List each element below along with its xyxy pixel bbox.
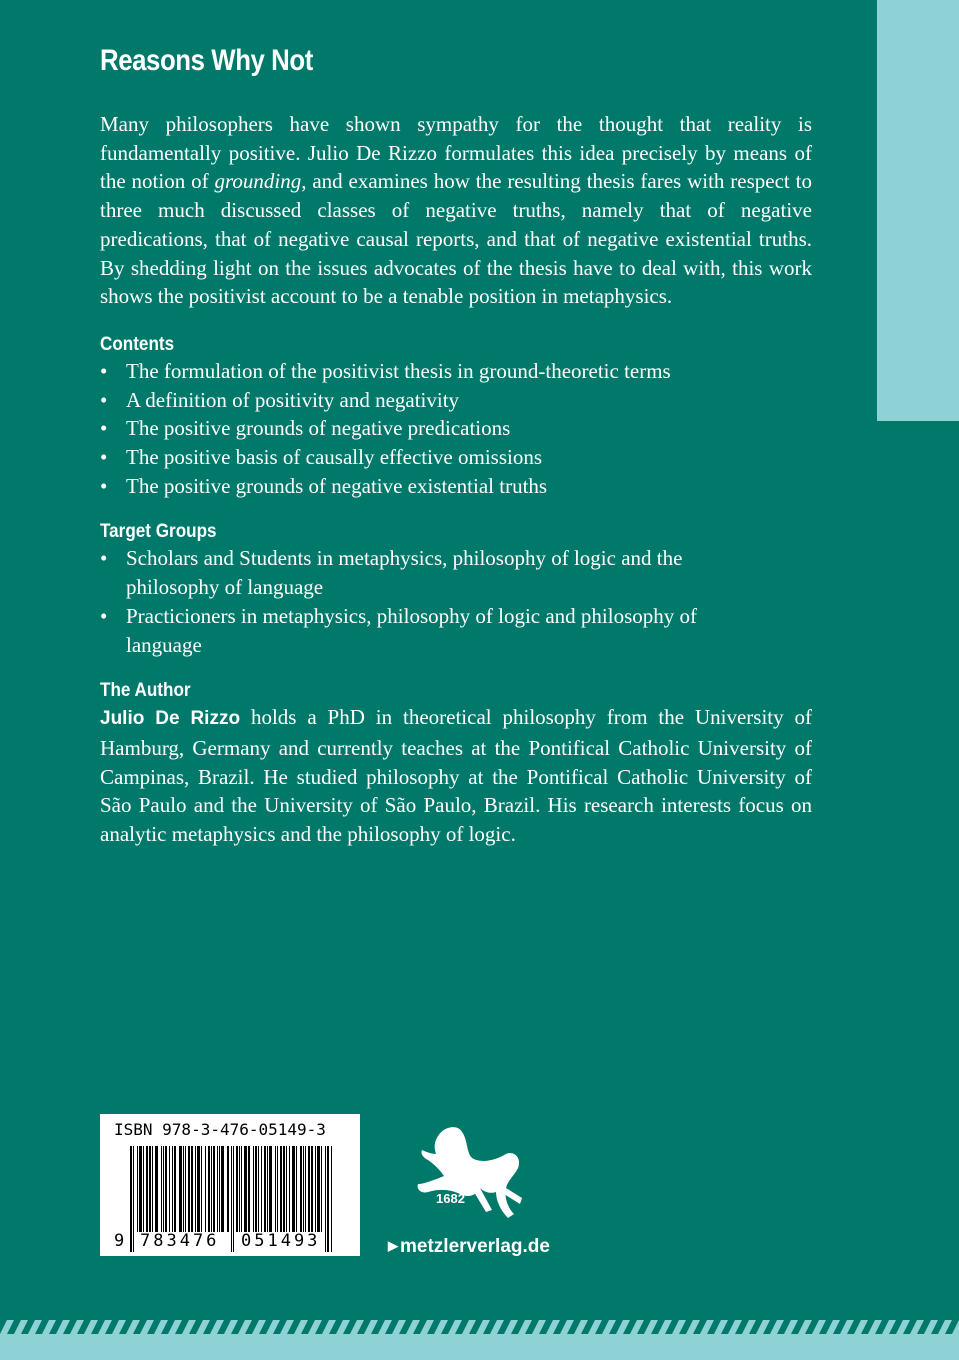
zigzag-segment [560, 1320, 574, 1334]
target-groups-heading: Target Groups [100, 521, 217, 543]
barcode-bar [264, 1146, 266, 1232]
barcode-bar [275, 1146, 276, 1232]
bullet-icon: • [100, 387, 108, 412]
target-groups-list [100, 544, 812, 659]
bullet-icon: • [100, 473, 108, 498]
zigzag-segment [224, 1320, 238, 1334]
zigzag-segment [840, 1320, 854, 1334]
list-item: • The positive basis of causally effective omissions [100, 443, 812, 472]
zigzag-segment [826, 1320, 840, 1334]
zigzag-segment [336, 1320, 350, 1334]
zigzag-segment [490, 1320, 504, 1334]
zigzag-segment [238, 1320, 252, 1334]
zigzag-segment [126, 1320, 140, 1334]
zigzag-segment [84, 1320, 98, 1334]
bullet-icon: • [100, 445, 108, 470]
barcode-bar [149, 1146, 151, 1232]
zigzag-segment [630, 1320, 644, 1334]
barcode-group-2: 051493 [241, 1231, 321, 1251]
list-item: • Practicioners in metaphysics, philosophy of logic and philosophy of language [100, 603, 697, 657]
zigzag-segment [154, 1320, 168, 1334]
contents-heading: Contents [100, 333, 175, 355]
list-item: • The positive grounds of negative existential truths [100, 472, 812, 501]
barcode-bar [331, 1146, 332, 1252]
isbn-label: ISBN 978-3-476-05149-3 [114, 1120, 326, 1139]
zigzag-segment [378, 1320, 392, 1334]
zigzag-segment [406, 1320, 420, 1334]
zigzag-segment [532, 1320, 546, 1334]
barcode-bar [165, 1146, 167, 1232]
zigzag-segment [350, 1320, 364, 1334]
zigzag-segment [672, 1320, 686, 1334]
barcode-bar [188, 1146, 190, 1232]
zigzag-segment [574, 1320, 588, 1334]
barcode-bar [303, 1146, 304, 1232]
zigzag-segment [266, 1320, 280, 1334]
barcode-bar [211, 1146, 212, 1232]
barcode-bar [197, 1146, 200, 1232]
zigzag-segment [112, 1320, 126, 1334]
barcode-bar [179, 1146, 182, 1232]
zigzag-segment [770, 1320, 784, 1334]
barcode-bar [236, 1146, 238, 1232]
zigzag-segment [910, 1320, 924, 1334]
zigzag-segment [588, 1320, 602, 1334]
zigzag-pattern [0, 1316, 959, 1360]
barcode-bar [185, 1146, 186, 1232]
barcode-bar [183, 1146, 184, 1232]
bullet-icon: • [100, 358, 108, 383]
barcode-bar [283, 1146, 285, 1232]
barcode-bar [277, 1146, 278, 1232]
barcode-bar [163, 1146, 164, 1232]
barcode-bar [139, 1146, 142, 1232]
zigzag-segment [168, 1320, 182, 1334]
barcode-bar [233, 1146, 234, 1252]
zigzag-segment [728, 1320, 742, 1334]
barcode-bar [248, 1146, 250, 1232]
zigzag-segment [14, 1320, 28, 1334]
barcode-bar [191, 1146, 193, 1232]
zigzag-segment [854, 1320, 868, 1334]
barcode-bar [169, 1146, 170, 1232]
zigzag-segment [700, 1320, 714, 1334]
publisher-url[interactable] [388, 1236, 550, 1258]
isbn-barcode [100, 1114, 360, 1256]
barcode-bar [280, 1146, 282, 1232]
decorative-border [0, 1316, 959, 1360]
blurb-emphasis: grounding [214, 169, 302, 194]
back-cover-content [100, 110, 812, 849]
zigzag-segment [504, 1320, 518, 1334]
barcode-bar [161, 1146, 162, 1232]
zigzag-segment [420, 1320, 434, 1334]
barcode-bar [286, 1146, 287, 1232]
barcode-bar [152, 1146, 153, 1232]
zigzag-segment [196, 1320, 210, 1334]
zigzag-segment [364, 1320, 378, 1334]
barcode-bar [308, 1146, 310, 1232]
publisher-year: 1682 [436, 1191, 465, 1206]
zigzag-segment [518, 1320, 532, 1334]
zigzag-segment [28, 1320, 42, 1334]
barcode-bar [255, 1146, 257, 1232]
bullet-icon: • [100, 546, 108, 571]
zigzag-segment [476, 1320, 490, 1334]
barcode-bar [227, 1146, 229, 1232]
barcode-bar [231, 1146, 232, 1252]
zigzag-segment [392, 1320, 406, 1334]
zigzag-segment [280, 1320, 294, 1334]
zigzag-segment [546, 1320, 560, 1334]
barcode-bar [321, 1146, 322, 1232]
zigzag-segment [294, 1320, 308, 1334]
blurb-part-1: Many philosophers have shown sympathy for the thought that reality is fundamentally positive. Julio De Rizzo formulates this idea precisely by means of the notion of [100, 112, 812, 194]
zigzag-segment [784, 1320, 798, 1334]
barcode-bar [253, 1146, 254, 1232]
list-item: • Scholars and Students in metaphysics, philosophy of logic and the philosophy of language [100, 546, 683, 600]
zigzag-segment [140, 1320, 154, 1334]
barcode-bar [133, 1146, 134, 1252]
barcode-bar [327, 1146, 329, 1252]
barcode-bar [137, 1146, 138, 1232]
author-bio-text: holds a PhD in theoretical philosophy from the University of Hamburg, Germany and currently teaches at the Pontifical Catholic University of Campinas, Brazil. He studied philosophy at the Pontifical Catholic University of São Paulo and the University of São Paulo, Brazil. His research interests focus on analytic metaphysics and the philosophy of logic. [100, 705, 812, 847]
barcode-bar [221, 1146, 224, 1232]
barcode-bar [305, 1146, 306, 1232]
zigzag-segment [70, 1320, 84, 1334]
barcode-bar [155, 1146, 158, 1232]
zigzag-segment [56, 1320, 70, 1334]
play-arrow-icon: ▶ [388, 1238, 398, 1253]
zigzag-segment [644, 1320, 658, 1334]
zigzag-segment [812, 1320, 826, 1334]
barcode-bar [311, 1146, 313, 1232]
zigzag-segment [756, 1320, 770, 1334]
zigzag-segment [322, 1320, 336, 1334]
barcode-group-1: 783476 [140, 1231, 220, 1251]
zigzag-segment [658, 1320, 672, 1334]
barcode-bar [261, 1146, 262, 1232]
zigzag-segment [742, 1320, 756, 1334]
barcode-bar [267, 1146, 268, 1232]
barcode-first-digit: 9 [114, 1231, 125, 1251]
zigzag-segment [308, 1320, 322, 1334]
barcode-bar [317, 1146, 320, 1232]
barcode-bar [208, 1146, 210, 1232]
barcode-bar [292, 1146, 295, 1232]
bullet-icon: • [100, 603, 108, 628]
barcode-bar [241, 1146, 242, 1232]
barcode-bar [269, 1146, 272, 1232]
barcode-bar [195, 1146, 196, 1232]
zigzag-segment [924, 1320, 938, 1334]
barcode-bar [239, 1146, 240, 1232]
barcode-bar [143, 1146, 144, 1232]
zigzag-segment [98, 1320, 112, 1334]
publisher-logo [410, 1118, 530, 1228]
contents-list [100, 357, 812, 501]
author-name: Julio De Rizzo [100, 708, 241, 730]
list-item: • The positive grounds of negative predications [100, 414, 812, 443]
zigzag-segment [798, 1320, 812, 1334]
barcode-bar [146, 1146, 148, 1232]
zigzag-segment [882, 1320, 896, 1334]
zigzag-segment [602, 1320, 616, 1334]
zigzag-segment [434, 1320, 448, 1334]
zigzag-segment [896, 1320, 910, 1334]
author-bio [100, 703, 812, 849]
barcode-bar [174, 1146, 176, 1232]
publisher-url-text[interactable]: metzlerverlag.de [400, 1236, 550, 1257]
zigzag-segment [868, 1320, 882, 1334]
barcode-bar [219, 1146, 220, 1232]
zigzag-segment [616, 1320, 630, 1334]
list-item: • The formulation of the positivist thesis in ground-theoretic terms [100, 357, 812, 386]
zigzag-segment [952, 1320, 959, 1334]
barcode-bar [289, 1146, 290, 1232]
barcode-bar [244, 1146, 247, 1232]
zigzag-segment [448, 1320, 462, 1334]
barcode-bar [315, 1146, 316, 1232]
barcode-bar [130, 1146, 132, 1252]
barcode-bar [213, 1146, 215, 1232]
blurb-part-2: , and examines how the resulting thesis fares with respect to three much discussed classes of negative truths, namely that of negative predications, that of negative causal reports, and that of negative existential truths. By shedding light on the issues advocates of the thesis have to deal with, this work shows the positivist account to be a tenable position in metaphysics. [100, 169, 812, 309]
list-item: • A definition of positivity and negativity [100, 386, 812, 415]
cover-side-tab [877, 0, 959, 421]
barcode-bar [205, 1146, 206, 1232]
zigzag-segment [42, 1320, 56, 1334]
horse-icon [410, 1118, 530, 1228]
zigzag-segment [0, 1320, 14, 1334]
zigzag-segment [938, 1320, 952, 1334]
barcode-bar [325, 1146, 326, 1252]
barcode-bar [296, 1146, 297, 1232]
zigzag-segment [210, 1320, 224, 1334]
barcode-bars [100, 1114, 360, 1256]
zigzag-segment [462, 1320, 476, 1334]
barcode-bar [300, 1146, 302, 1232]
barcode-bar [201, 1146, 202, 1232]
zigzag-segment [714, 1320, 728, 1334]
zigzag-segment [252, 1320, 266, 1334]
barcode-bar [258, 1146, 259, 1232]
barcode-bar [172, 1146, 173, 1232]
book-title: Reasons Why Not [100, 44, 313, 77]
author-heading: The Author [100, 680, 191, 702]
bullet-icon: • [100, 416, 108, 441]
book-blurb [100, 110, 812, 311]
zigzag-segment [182, 1320, 196, 1334]
zigzag-segment [686, 1320, 700, 1334]
barcode-bar [217, 1146, 218, 1232]
